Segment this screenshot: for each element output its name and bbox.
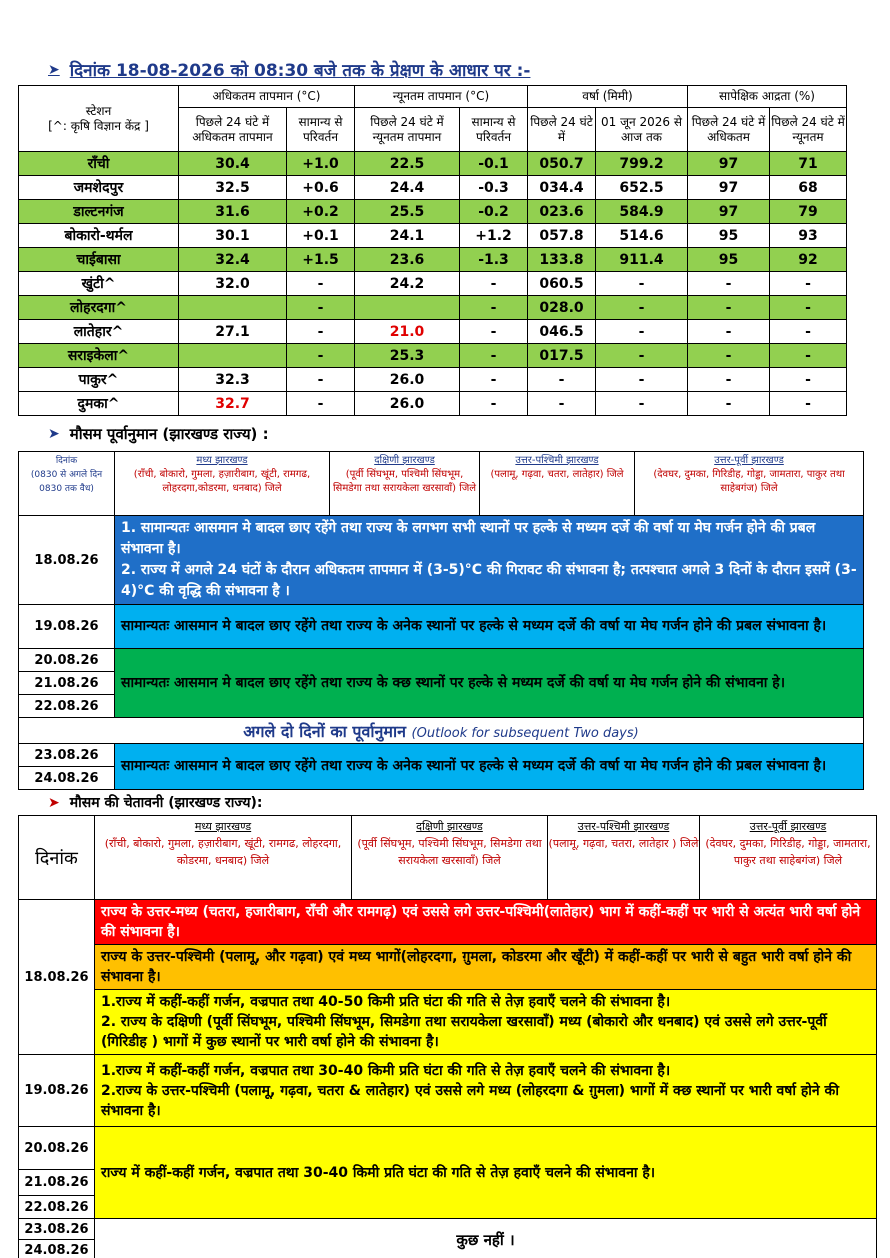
rain24-value: 023.6 xyxy=(528,200,596,224)
rh-max-value: - xyxy=(688,392,770,416)
rh-max-value: - xyxy=(688,344,770,368)
min-dep-value: -0.1 xyxy=(460,152,528,176)
station-name: चाईबासा xyxy=(19,248,179,272)
forecast-heading xyxy=(48,424,269,444)
table-row xyxy=(19,368,847,392)
region-header-south xyxy=(352,816,548,900)
rain-since-value: - xyxy=(596,272,688,296)
station-name: डाल्टनगंज xyxy=(19,200,179,224)
forecast-text: सामान्यतः आसमान मे बादल छाए रहेंगे तथा राज्य के क्छ स्थानों पर हल्के से मध्यम दर्जे की वर्षा या मेघ गर्जन होने की संभावना हे। xyxy=(115,649,864,718)
min-dep-value: - xyxy=(460,272,528,296)
station-header-label: स्टेशन xyxy=(85,103,112,118)
warning-date: 23.08.26 xyxy=(19,1219,95,1240)
rh-min-value: 68 xyxy=(770,176,847,200)
max-dep-value: - xyxy=(287,320,355,344)
forecast-date-header xyxy=(19,452,115,516)
region-districts: (राँची, बोकारो, गुमला, हज़ारीबाग, खूंटी, रामगढ, लोहरदगा,कोडरमा, धनबाद) जिले xyxy=(133,469,311,494)
max-dep-value: - xyxy=(287,368,355,392)
warning-point-2: 2. राज्य के दक्षिणी (पूर्वी सिंघभूम, पश्चिमी सिंघभूम, सिमडेगा तथा सरायकेला खरसावाँ) मध्य (बोकारो और धनबाद) एवं उससे लगे उत्तर-पूर्वी (गिरिडीह ) भागों में कुछ स्थानों पर भारी वर्षा होने की संभावना है। xyxy=(101,1014,827,1050)
station-name: राँची xyxy=(19,152,179,176)
max-dep-value: - xyxy=(287,392,355,416)
rain-since-value: - xyxy=(596,320,688,344)
date-header-validity: (0830 से अगले दिन 0830 तक वैध) xyxy=(30,470,103,494)
rain-since-value: - xyxy=(596,296,688,320)
warning-title: मौसम की चेतावनी (झारखण्ड राज्य): xyxy=(69,795,263,811)
rh-max-value: 97 xyxy=(688,176,770,200)
rh-max-value: - xyxy=(688,272,770,296)
region-districts: (राँची, बोकारो, गुमला, हज़ारीबाग, खूंटी, रामगढ, लोहरदगा, कोडरमा, धनबाद) जिले xyxy=(104,837,342,867)
rh-min-value: - xyxy=(770,368,847,392)
rain-since-value: 514.6 xyxy=(596,224,688,248)
rain24-value: 034.4 xyxy=(528,176,596,200)
warning-date: 21.08.26 xyxy=(19,1170,95,1196)
forecast-point-1: 1. सामान्यतः आसमान मे बादल छाए रहेंगे तथा राज्य के लगभग सभी स्थानों पर हल्के से मध्यम दर्जे की वर्षा या मेघ गर्जन होने की प्रबल संभावना है। xyxy=(121,520,816,557)
warning-row xyxy=(19,945,877,990)
max-dep-value: +0.1 xyxy=(287,224,355,248)
table-row xyxy=(19,392,847,416)
rain24-value: 060.5 xyxy=(528,272,596,296)
warning-point-2: 2.राज्य के उत्तर-पश्चिमी (पलामू, गढ़वा, चतरा & लातेहार) एवं उससे लगे मध्य (लोहरदगा & ग़ुमला) भागों में क्छ स्थानों पर भारी वर्षा होने की संभावना है। xyxy=(101,1082,839,1119)
warning-date-header: दिनांक xyxy=(19,816,95,900)
warning-text-yellow xyxy=(95,1055,877,1127)
forecast-date: 21.08.26 xyxy=(19,672,115,695)
min-dep-value: - xyxy=(460,344,528,368)
warning-row xyxy=(19,1055,877,1127)
region-name: मध्य झारखण्ड xyxy=(194,820,252,833)
forecast-date: 18.08.26 xyxy=(19,516,115,605)
region-name: उत्तर-पूर्वी झारखण्ड xyxy=(749,820,827,833)
station-name: सराइकेला^ xyxy=(19,344,179,368)
min-dep-value: - xyxy=(460,320,528,344)
forecast-text xyxy=(115,516,864,605)
station-name: लातेहार^ xyxy=(19,320,179,344)
table-row xyxy=(19,272,847,296)
warning-text-yellow xyxy=(95,990,877,1055)
forecast-table xyxy=(18,451,864,790)
rh-min-value: 93 xyxy=(770,224,847,248)
rain-since-value: - xyxy=(596,368,688,392)
observation-heading xyxy=(48,58,530,81)
warning-row xyxy=(19,900,877,945)
min-value: 26.0 xyxy=(355,368,460,392)
rain-header: वर्षा (मिमी) xyxy=(528,86,688,108)
region-districts: (पलामू, गढ़वा, चतरा, लातेहार ) जिले xyxy=(548,837,699,850)
outlook-title xyxy=(19,718,864,744)
max-value: 32.4 xyxy=(179,248,287,272)
forecast-title: मौसम पूर्वानुमान (झारखण्ड राज्य) : xyxy=(69,425,269,443)
forecast-date: 24.08.26 xyxy=(19,767,115,790)
min-temp-header: न्यूनतम तापमान (°C) xyxy=(355,86,528,108)
region-header-south xyxy=(330,452,480,516)
min-value-highlight: 21.0 xyxy=(355,320,460,344)
max-value: 32.3 xyxy=(179,368,287,392)
rh-min-value: - xyxy=(770,272,847,296)
max-value: 32.5 xyxy=(179,176,287,200)
warning-row xyxy=(19,1127,877,1170)
max-24-header: पिछले 24 घंटे में अधिकतम तापमान xyxy=(179,108,287,152)
forecast-row xyxy=(19,516,864,605)
rain24-value: 028.0 xyxy=(528,296,596,320)
forecast-point-2: 2. राज्य में अगले 24 घंटों के दौरान अधिकतम तापमान में (3-5)°C की गिरावट की संभावना है; तत्पश्चात अगले 3 दिनों के दौरान इसमें (3-4)°C की वृद्धि की संभावना है । xyxy=(121,562,857,599)
rh-max-value: - xyxy=(688,368,770,392)
min-value: 24.4 xyxy=(355,176,460,200)
forecast-row xyxy=(19,649,864,672)
warning-text-red: राज्य के उत्तर-मध्य (चतरा, हजारीबाग, राँची और रामगढ़) एवं उससे लगे उत्तर-पश्चिमी(लातेहार) भाग में कहीं-कहीं पर भारी से अत्यंत भारी वर्षा होने की संभावना है। xyxy=(95,900,877,945)
table-row xyxy=(19,200,847,224)
rh-min-value: 92 xyxy=(770,248,847,272)
max-dep-value: - xyxy=(287,272,355,296)
rain24-value: - xyxy=(528,368,596,392)
warning-date: 20.08.26 xyxy=(19,1127,95,1170)
region-header-central xyxy=(115,452,330,516)
warning-date: 24.08.26 xyxy=(19,1240,95,1258)
max-dep-value: +0.2 xyxy=(287,200,355,224)
rain-since-value: 584.9 xyxy=(596,200,688,224)
arrow-bullet-icon: ➤ xyxy=(48,61,60,78)
max-temp-header: अधिकतम तापमान (°C) xyxy=(179,86,355,108)
min-dep-value: -1.3 xyxy=(460,248,528,272)
rain24-value: 050.7 xyxy=(528,152,596,176)
max-dep-value: - xyxy=(287,296,355,320)
region-districts: (पूर्वी सिंघभूम, पश्चिमी सिंघभूम, सिमडेगा तथा सरायकेला खरसावाँ) जिले xyxy=(332,469,477,494)
observation-table xyxy=(18,85,847,416)
rain-since-value: - xyxy=(596,392,688,416)
forecast-row xyxy=(19,605,864,649)
max-dep-value: +1.0 xyxy=(287,152,355,176)
table-row xyxy=(19,296,847,320)
min-value xyxy=(355,296,460,320)
rh-min-value: - xyxy=(770,392,847,416)
rh-max-value: - xyxy=(688,296,770,320)
rh-max-value: 95 xyxy=(688,224,770,248)
rain-24-header: पिछले 24 घंटे में xyxy=(528,108,596,152)
warning-date: 19.08.26 xyxy=(19,1055,95,1127)
max-dep-value: +1.5 xyxy=(287,248,355,272)
rain24-value: 017.5 xyxy=(528,344,596,368)
forecast-date: 22.08.26 xyxy=(19,695,115,718)
arrow-bullet-icon: ➤ xyxy=(48,426,60,442)
table-row xyxy=(19,248,847,272)
rain24-value: - xyxy=(528,392,596,416)
warning-row xyxy=(19,1219,877,1240)
max-dep-header: सामान्य से परिवर्तन xyxy=(287,108,355,152)
station-name: लोहरदगा^ xyxy=(19,296,179,320)
min-dep-value: - xyxy=(460,392,528,416)
max-value: 32.0 xyxy=(179,272,287,296)
rh-max-value: - xyxy=(688,320,770,344)
rh-min-value: - xyxy=(770,344,847,368)
region-name: मध्य झारखण्ड xyxy=(196,455,248,466)
region-name: उत्तर-पश्चिमी झारखण्ड xyxy=(577,820,670,833)
station-name: दुमका^ xyxy=(19,392,179,416)
outlook-label: अगले दो दिनों का पूर्वानुमान xyxy=(243,721,406,741)
warning-date: 22.08.26 xyxy=(19,1196,95,1219)
station-name: पाकुर^ xyxy=(19,368,179,392)
region-name: दक्षिणी झारखण्ड xyxy=(416,820,483,833)
max-value: 30.4 xyxy=(179,152,287,176)
forecast-text: सामान्यतः आसमान मे बादल छाए रहेंगे तथा राज्य के अनेक स्थानों पर हल्के से मध्यम दर्जे की वर्षा या मेघ गर्जन होने की प्रबल संभावना है। xyxy=(115,744,864,790)
rh-min-value: - xyxy=(770,296,847,320)
region-name: दक्षिणी झारखण्ड xyxy=(374,455,435,466)
forecast-date: 23.08.26 xyxy=(19,744,115,767)
station-header-note: [^: कृषि विज्ञान केंद्र ] xyxy=(48,118,149,133)
min-value: 24.1 xyxy=(355,224,460,248)
table-row xyxy=(19,152,847,176)
min-value: 22.5 xyxy=(355,152,460,176)
station-header xyxy=(19,86,179,152)
rain24-value: 133.8 xyxy=(528,248,596,272)
max-dep-value: +0.6 xyxy=(287,176,355,200)
max-value xyxy=(179,344,287,368)
observation-title: दिनांक 18-08-2026 को 08:30 बजे तक के प्रेक्षण के आधार पर :- xyxy=(69,61,531,81)
min-value: 25.5 xyxy=(355,200,460,224)
max-value: 30.1 xyxy=(179,224,287,248)
rh-max-value: 97 xyxy=(688,152,770,176)
max-value-highlight: 32.7 xyxy=(179,392,287,416)
min-dep-value: -0.2 xyxy=(460,200,528,224)
rain24-value: 057.8 xyxy=(528,224,596,248)
min-dep-value: - xyxy=(460,368,528,392)
region-districts: (देवघर, दुमका, गिरिडीह, गोड्डा, जामतारा, पाकुर तथा साहेबगंज) जिले xyxy=(705,837,871,867)
region-header-central xyxy=(95,816,352,900)
table-row xyxy=(19,344,847,368)
region-name: उत्तर-पूर्वी झारखण्ड xyxy=(714,455,784,466)
arrow-bullet-icon: ➤ xyxy=(48,794,60,811)
min-dep-value: - xyxy=(460,296,528,320)
rh-max-header: पिछले 24 घंटे में अधिकतम xyxy=(688,108,770,152)
rain-since-header: 01 जून 2026 से आज तक xyxy=(596,108,688,152)
station-name: जमशेदपुर xyxy=(19,176,179,200)
rh-min-value: 71 xyxy=(770,152,847,176)
max-dep-value: - xyxy=(287,344,355,368)
table-row xyxy=(19,224,847,248)
region-header-northwest xyxy=(548,816,700,900)
warning-row xyxy=(19,990,877,1055)
rain-since-value: 911.4 xyxy=(596,248,688,272)
station-name: खुंटी^ xyxy=(19,272,179,296)
warning-point-1: 1.राज्य में कहीं-कहीं गर्जन, वज्रपात तथा 30-40 किमी प्रति घंटा की गति से तेज़ हवाएँ चलने की संभावना है। xyxy=(101,1062,671,1079)
region-header-northwest xyxy=(480,452,635,516)
station-name: बोकारो-थर्मल xyxy=(19,224,179,248)
max-value: 27.1 xyxy=(179,320,287,344)
date-header-label: दिनांक xyxy=(55,456,78,466)
warning-heading xyxy=(48,793,263,812)
forecast-text: सामान्यतः आसमान मे बादल छाए रहेंगे तथा राज्य के अनेक स्थानों पर हल्के से मध्यम दर्जे की वर्षा या मेघ गर्जन होने की प्रबल संभावना है। xyxy=(115,605,864,649)
rain24-value: 046.5 xyxy=(528,320,596,344)
max-value: 31.6 xyxy=(179,200,287,224)
region-districts: (पूर्वी सिंघभूम, पश्चिमी सिंघभूम, सिमडेगा तथा सरायकेला खरसावाँ) जिले xyxy=(357,837,542,867)
warning-text-none: कुछ नहीं । xyxy=(95,1219,877,1258)
rh-min-value: - xyxy=(770,320,847,344)
min-value: 24.2 xyxy=(355,272,460,296)
rh-max-value: 95 xyxy=(688,248,770,272)
min-dep-value: +1.2 xyxy=(460,224,528,248)
region-header-northeast xyxy=(635,452,864,516)
table-row xyxy=(19,176,847,200)
region-name: उत्तर-पश्चिमी झारखण्ड xyxy=(515,455,599,466)
forecast-date: 19.08.26 xyxy=(19,605,115,649)
warning-date: 18.08.26 xyxy=(19,900,95,1055)
region-districts: (देवघर, दुमका, गिरिडीह, गोड्डा, जामतारा, पाकुर तथा साहेबगंज) जिले xyxy=(653,469,845,494)
rain-since-value: 799.2 xyxy=(596,152,688,176)
outlook-row xyxy=(19,718,864,744)
rh-max-value: 97 xyxy=(688,200,770,224)
min-dep-value: -0.3 xyxy=(460,176,528,200)
min-value: 26.0 xyxy=(355,392,460,416)
forecast-date: 20.08.26 xyxy=(19,649,115,672)
max-value xyxy=(179,296,287,320)
outlook-label-english: (Outlook for subsequent Two days) xyxy=(411,725,639,741)
rh-header: सापेक्षिक आद्रता (%) xyxy=(688,86,847,108)
min-dep-header: सामान्य से परिवर्तन xyxy=(460,108,528,152)
warning-text-yellow: राज्य में कहीं-कहीं गर्जन, वज्रपात तथा 30-40 किमी प्रति घंटा की गति से तेज़ हवाएँ चलने की संभावना है। xyxy=(95,1127,877,1219)
min-value: 25.3 xyxy=(355,344,460,368)
table-row xyxy=(19,320,847,344)
min-value: 23.6 xyxy=(355,248,460,272)
region-districts: (पलामू, गढ़वा, चतरा, लातेहार) जिले xyxy=(490,469,624,480)
forecast-row xyxy=(19,744,864,767)
rh-min-value: 79 xyxy=(770,200,847,224)
region-header-northeast xyxy=(700,816,877,900)
min-24-header: पिछले 24 घंटे में न्यूनतम तापमान xyxy=(355,108,460,152)
warning-table xyxy=(18,815,877,1258)
rain-since-value: 652.5 xyxy=(596,176,688,200)
rain-since-value: - xyxy=(596,344,688,368)
warning-point-1: 1.राज्य में कहीं-कहीं गर्जन, वज्रपात तथा 40-50 किमी प्रति घंटा की गति से तेज़ हवाएँ चलने की संभावना है। xyxy=(101,994,671,1010)
warning-text-orange: राज्य के उत्तर-पश्चिमी (पलामू, और गढ़वा) एवं मध्य भागों(लोहरदगा, ग़ुमला, कोडरमा और खूँटी) में कहीं-कहीं पर भारी से बहुत भारी वर्षा होने की संभावना है। xyxy=(95,945,877,990)
rh-min-header: पिछले 24 घंटे में न्यूनतम xyxy=(770,108,847,152)
